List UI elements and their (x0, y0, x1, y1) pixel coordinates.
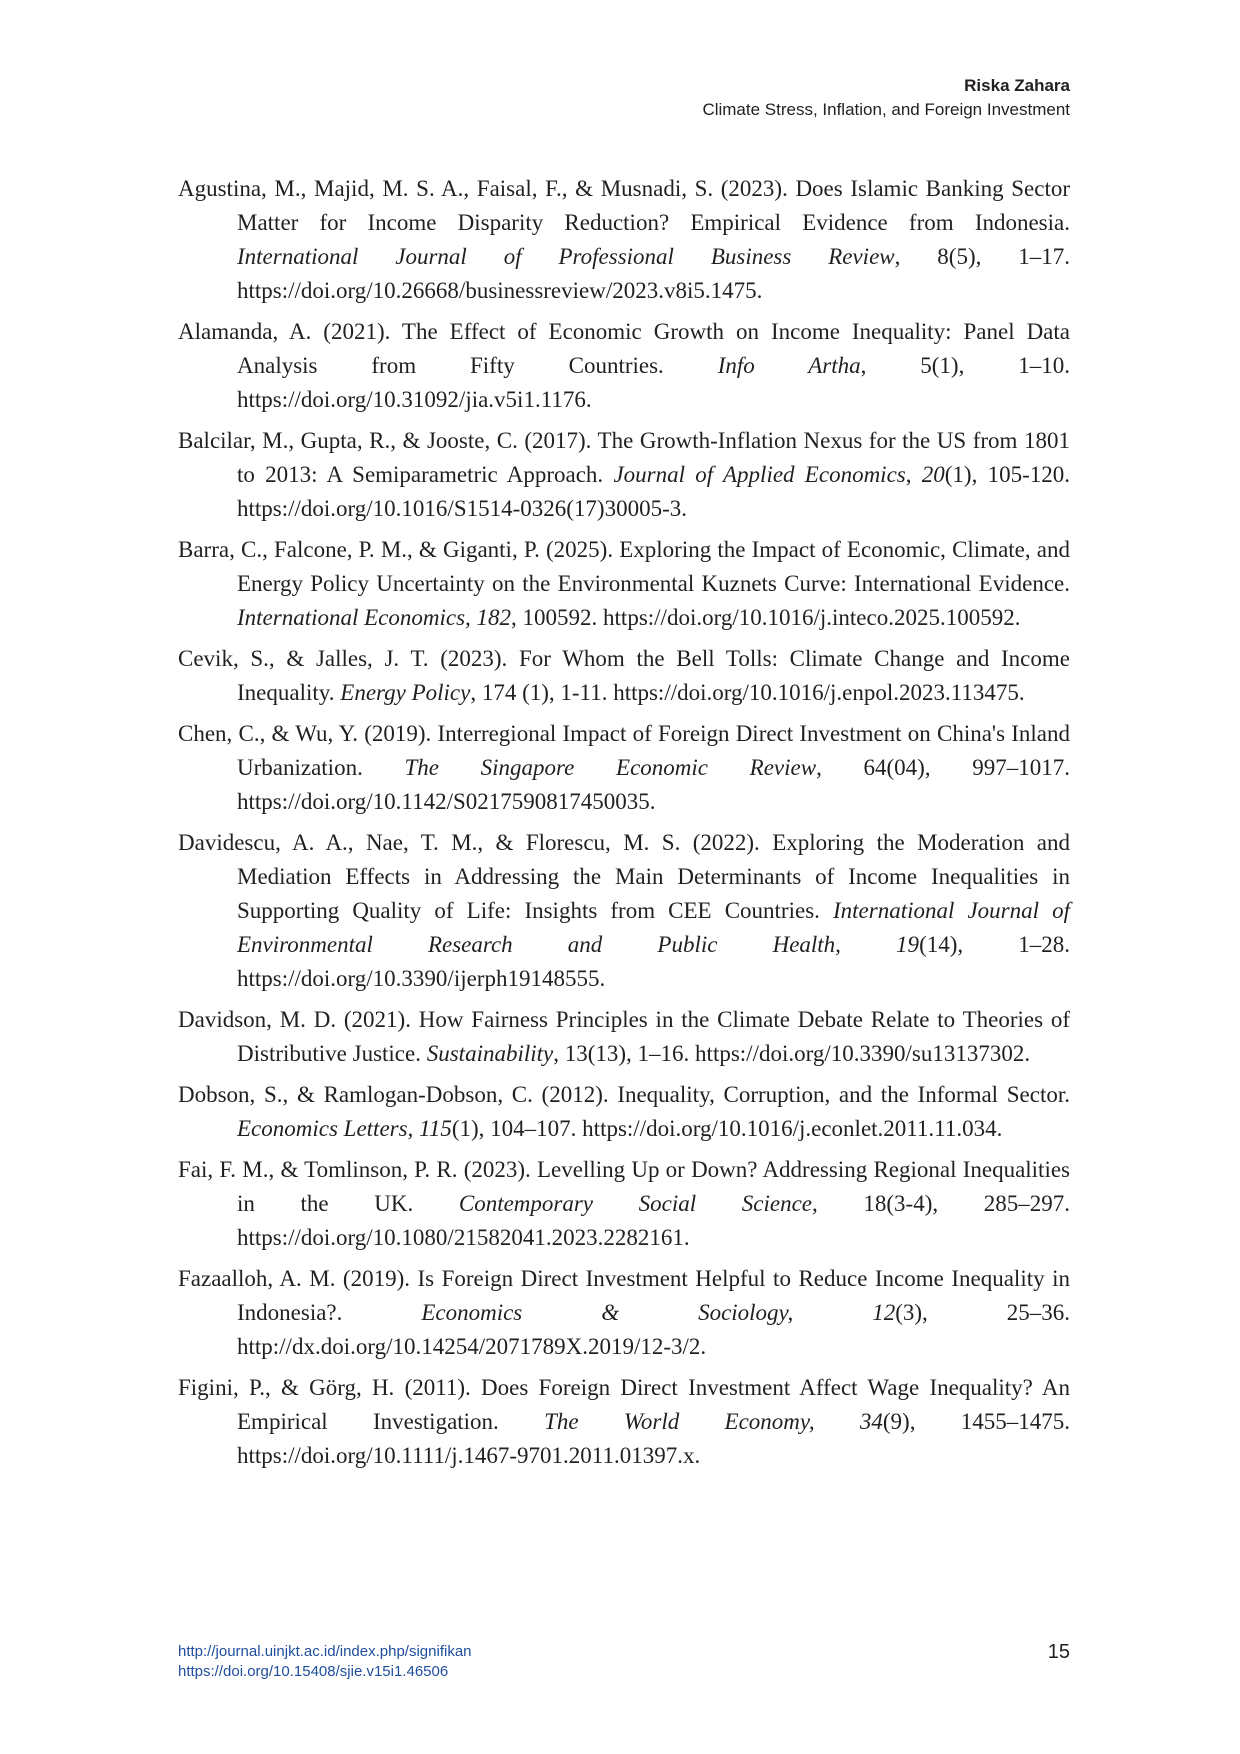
reference-journal: Economics & Sociology, 12 (421, 1300, 896, 1325)
running-head (702, 74, 1070, 122)
reference-details: (1), 104–107. https://doi.org/10.1016/j.econlet.2011.11.034. (451, 1116, 1003, 1141)
running-head-title: Climate Stress, Inflation, and Foreign Investment (702, 100, 1070, 119)
reference-item (178, 1078, 1070, 1146)
reference-text: Balcilar, M., Gupta, R., & Jooste, C. (2017). The Growth-Inflation Nexus for the US from 1801 to 2013: A Semiparametric Approach. (178, 428, 1070, 487)
reference-text: Chen, C., & Wu, Y. (2019). Interregional Impact of Foreign Direct Investment on China's Inland Urbanization. (178, 721, 1070, 780)
reference-text: Davidescu, A. A., Nae, T. M., & Florescu, M. S. (2022). Exploring the Moderation and Mediation Effects in Addressing the Main Determinants of Income Inequalities in Supporting Quality of Life: Insights from CEE Countries. (178, 830, 1070, 923)
reference-details: , 100592. https://doi.org/10.1016/j.inteco.2025.100592. (511, 605, 1021, 630)
reference-text: Fazaalloh, A. M. (2019). Is Foreign Direct Investment Helpful to Reduce Income Inequality in Indonesia?. (178, 1266, 1070, 1325)
reference-details: , 64(04), 997–1017. https://doi.org/10.1142/S0217590817450035. (237, 755, 1070, 814)
reference-journal: International Journal of Environmental Research and Public Health, 19 (237, 898, 1070, 957)
doi-link[interactable]: https://doi.org/10.15408/sjie.v15i1.46506 (178, 1663, 449, 1680)
reference-item (178, 642, 1070, 710)
reference-details: (9), 1455–1475. https://doi.org/10.1111/j.1467-9701.2011.01397.x. (237, 1409, 1070, 1468)
reference-details: , 18(3-4), 285–297. https://doi.org/10.1080/21582041.2023.2282161. (237, 1191, 1070, 1250)
reference-details: (3), 25–36. http://dx.doi.org/10.14254/2071789X.2019/12-3/2. (237, 1300, 1070, 1359)
running-head-author: Riska Zahara (964, 76, 1070, 95)
reference-text: Cevik, S., & Jalles, J. T. (2023). For Whom the Bell Tolls: Climate Change and Income Inequality. (178, 646, 1070, 705)
reference-journal: Energy Policy (340, 680, 471, 705)
reference-item (178, 1371, 1070, 1473)
reference-text: Agustina, M., Majid, M. S. A., Faisal, F., & Musnadi, S. (2023). Does Islamic Banking Sector Matter for Income Disparity Reduction? Empirical Evidence from Indonesia. (178, 176, 1070, 235)
footer-links (178, 1642, 472, 1682)
reference-journal: Journal of Applied Economics (613, 462, 906, 487)
reference-journal: International Journal of Professional Business Review (237, 244, 895, 269)
reference-details: , 5(1), 1–10. https://doi.org/10.31092/jia.v5i1.1176. (237, 353, 1070, 412)
reference-text: Figini, P., & Görg, H. (2011). Does Foreign Direct Investment Affect Wage Inequality? An Empirical Investigation. (178, 1375, 1070, 1434)
reference-text: Dobson, S., & Ramlogan-Dobson, C. (2012). Inequality, Corruption, and the Informal Sector. (178, 1082, 1070, 1107)
reference-details: , 8(5), 1–17. https://doi.org/10.26668/businessreview/2023.v8i5.1475. (237, 244, 1070, 303)
reference-details: (14), 1–28. https://doi.org/10.3390/ijerph19148555. (237, 932, 1071, 991)
reference-text: Davidson, M. D. (2021). How Fairness Principles in the Climate Debate Relate to Theories of Distributive Justice. (178, 1007, 1070, 1066)
reference-text: Barra, C., Falcone, P. M., & Giganti, P. (2025). Exploring the Impact of Economic, Climate, and Energy Policy Uncertainty on the Environmental Kuznets Curve: International Evidence. (178, 537, 1070, 596)
reference-item (178, 533, 1070, 635)
reference-item (178, 1153, 1070, 1255)
reference-journal: Economics Letters, 115 (237, 1116, 452, 1141)
reference-item (178, 826, 1070, 996)
reference-details: , 174 (1), 1-11. https://doi.org/10.1016/j.enpol.2023.113475. (470, 680, 1025, 705)
reference-journal: The World Economy, 34 (544, 1409, 883, 1434)
reference-details: , 13(13), 1–16. https://doi.org/10.3390/su13137302. (553, 1041, 1031, 1066)
reference-separator: , (905, 462, 922, 487)
reference-text: Alamanda, A. (2021). The Effect of Economic Growth on Income Inequality: Panel Data Analysis from Fifty Countries. (178, 319, 1070, 378)
page-number: 15 (1047, 1641, 1070, 1663)
reference-journal: Contemporary Social Science (458, 1191, 812, 1216)
reference-journal: The Singapore Economic Review (404, 755, 817, 780)
reference-volume: 20 (921, 462, 945, 487)
reference-item (178, 315, 1070, 417)
journal-url-link[interactable]: http://journal.uinjkt.ac.id/index.php/signifikan (178, 1643, 472, 1660)
reference-item (178, 1262, 1070, 1364)
reference-journal: International Economics, 182 (237, 605, 512, 630)
reference-item (178, 172, 1070, 308)
reference-item (178, 717, 1070, 819)
reference-journal: Sustainability (426, 1041, 554, 1066)
reference-journal: Info Artha (717, 353, 861, 378)
reference-item (178, 1003, 1070, 1071)
reference-details: (1), 105-120. https://doi.org/10.1016/S1514-0326(17)30005-3. (237, 462, 1070, 521)
reference-list (178, 172, 1070, 1480)
reference-text: Fai, F. M., & Tomlinson, P. R. (2023). Levelling Up or Down? Addressing Regional Inequalities in the UK. (178, 1157, 1070, 1216)
reference-item (178, 424, 1070, 526)
